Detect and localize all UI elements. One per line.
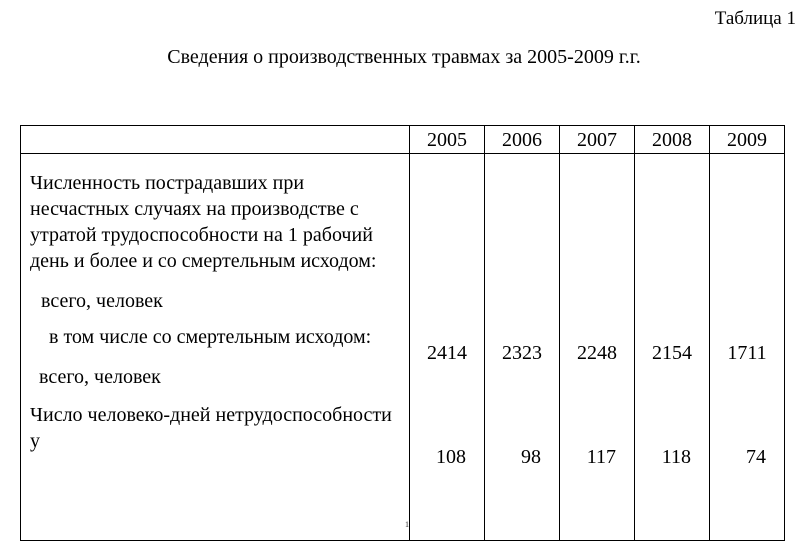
row-labels-cell (21, 154, 410, 541)
header-empty-cell (21, 126, 410, 154)
col-2006 (485, 154, 560, 541)
col-2005 (410, 154, 485, 541)
fatal-2006: 98 (521, 446, 541, 468)
year-header-2006: 2006 (485, 126, 560, 154)
col-2009 (710, 154, 785, 541)
disability-days-label: Число человеко-дней нетрудоспособности у (30, 404, 392, 452)
fatal-subheading: в том числе со смертельным исходом: (49, 326, 372, 348)
page-number: 1 (405, 520, 409, 529)
fatal-2007: 117 (586, 446, 616, 468)
fatal-total-label: всего, человек (39, 366, 161, 388)
total-people-label: всего, человек (41, 290, 163, 312)
total-2005: 2414 (427, 342, 467, 364)
fatal-2005: 108 (436, 446, 466, 468)
table-header-row (21, 126, 785, 154)
total-2006: 2323 (502, 342, 542, 364)
victims-heading: Численность пострадавших при несчастных случаях на производстве с утратой трудоспособности на 1 рабочий день и более и со смертельным исходом: (30, 172, 377, 272)
col-2008 (635, 154, 710, 541)
table-body-row (21, 154, 785, 541)
year-header-2008: 2008 (635, 126, 710, 154)
total-2008: 2154 (652, 342, 692, 364)
injury-statistics-table (20, 125, 785, 541)
page-title: Сведения о производственных травмах за 2005-2009 г.г. (167, 46, 641, 68)
year-header-2009: 2009 (710, 126, 785, 154)
year-header-2005: 2005 (410, 126, 485, 154)
total-2009: 1711 (727, 342, 767, 364)
total-2007: 2248 (577, 342, 617, 364)
fatal-2009: 74 (746, 446, 766, 468)
year-header-2007: 2007 (560, 126, 635, 154)
col-2007 (560, 154, 635, 541)
fatal-2008: 118 (661, 446, 691, 468)
table-number-label: Таблица 1 (714, 8, 796, 29)
